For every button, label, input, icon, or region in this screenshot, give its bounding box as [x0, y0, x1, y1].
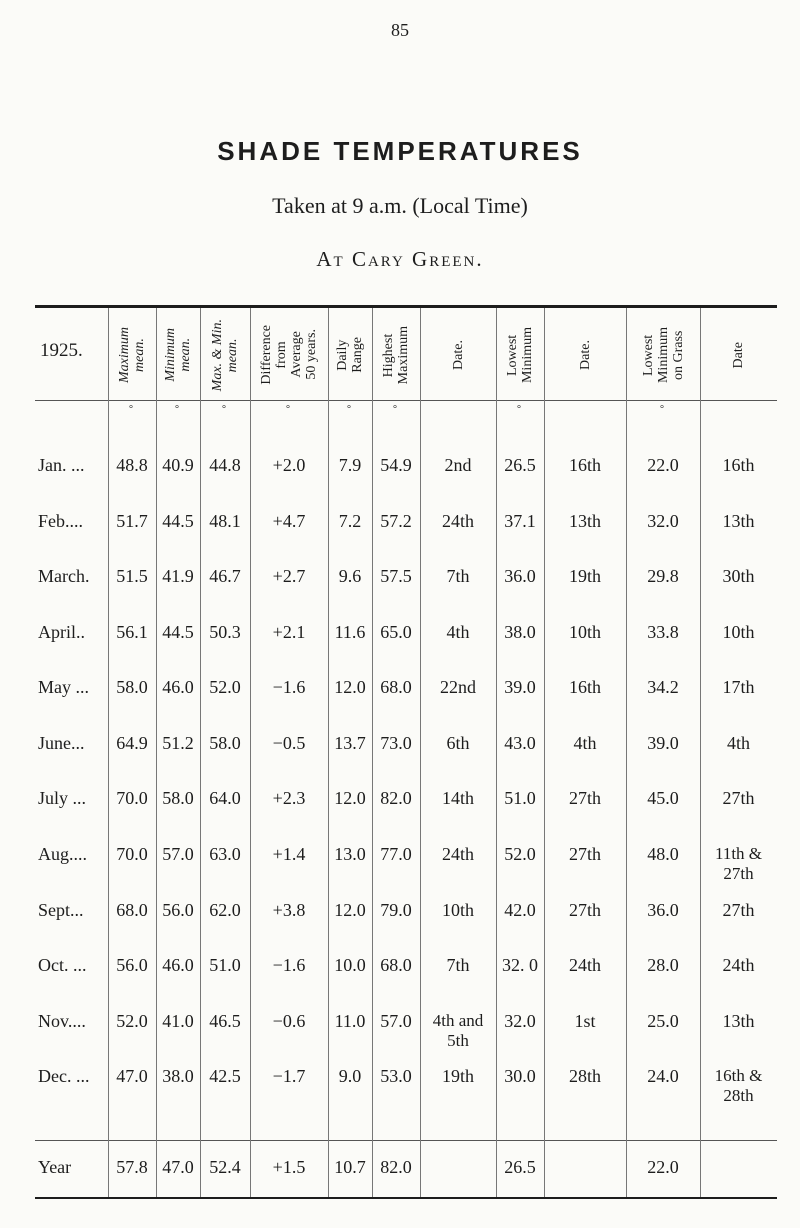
table-cell-lowest: 39.0 [504, 677, 536, 697]
table-cell-grass: 39.0 [647, 733, 679, 753]
table-cell-diff: −1.6 [272, 955, 306, 975]
table-cell-mean: 44.8 [209, 455, 241, 475]
table-cell-mean: 62.0 [209, 900, 241, 920]
table-cell-max: 51.7 [116, 511, 148, 531]
table-cell-max: 47.0 [116, 1066, 148, 1086]
table-cell-min: 57.0 [162, 844, 194, 864]
table-bottom-rule [35, 1197, 777, 1199]
year-cell-highest: 82.0 [380, 1157, 412, 1177]
table-cell-range: 11.0 [334, 1011, 366, 1031]
column-header-label: Date. [450, 340, 466, 370]
table-cell-ldate: 27th [568, 844, 601, 864]
table-cell-mean: 52.0 [209, 677, 241, 697]
table-cell-range: 11.6 [334, 622, 366, 642]
table-cell-highest: 73.0 [380, 733, 412, 753]
table-cell-min: 44.5 [162, 511, 194, 531]
year-row-label: Year [38, 1157, 72, 1177]
year-cell-diff: +1.5 [272, 1157, 306, 1177]
table-cell-grass: 32.0 [647, 511, 679, 531]
column-header-label: Lowest Minimum [505, 326, 535, 383]
degree-mark: ° [347, 404, 351, 415]
table-cell-range: 7.2 [338, 511, 362, 531]
table-cell-range: 7.9 [338, 455, 362, 475]
table-cell-diff: −0.5 [272, 733, 306, 753]
table-cell-grass: 45.0 [647, 788, 679, 808]
table-cell-gdate: 27th [722, 788, 755, 808]
table-cell-ldate: 4th [573, 733, 597, 753]
table-cell-lowest: 43.0 [504, 733, 536, 753]
table-cell-min: 46.0 [162, 955, 194, 975]
table-cell-highest: 57.5 [380, 566, 412, 586]
table-cell-mean: 46.5 [209, 1011, 241, 1031]
column-header-label: Max. & Min. mean. [210, 318, 240, 392]
column-header [700, 312, 777, 398]
table-cell-diff: +2.3 [272, 788, 306, 808]
table-cell-diff: −1.7 [272, 1066, 306, 1086]
table-cell-highest: 77.0 [380, 844, 412, 864]
table-cell-max: 48.8 [116, 455, 148, 475]
table-cell-diff: −1.6 [272, 677, 306, 697]
table-cell-max: 56.0 [116, 955, 148, 975]
table-cell-mean: 51.0 [209, 955, 241, 975]
table-cell-gdate: 13th [722, 1011, 755, 1031]
column-header [200, 312, 250, 398]
table-cell-grass: 24.0 [647, 1066, 679, 1086]
table-cell-hdate: 24th [441, 844, 474, 864]
table-cell-range: 9.6 [338, 566, 362, 586]
table-cell-lowest: 36.0 [504, 566, 536, 586]
table-cell-grass: 36.0 [647, 900, 679, 920]
month-label: May ... [38, 677, 89, 697]
table-cell-gdate: 30th [722, 566, 755, 586]
table-cell-lowest: 26.5 [504, 455, 536, 475]
table-cell-lowest: 51.0 [504, 788, 536, 808]
table-cell-mean: 48.1 [209, 511, 241, 531]
month-label: July ... [38, 788, 87, 808]
table-cell-ldate: 28th [568, 1066, 601, 1086]
table-cell-grass: 48.0 [647, 844, 679, 864]
table-cell-diff: +2.7 [272, 566, 306, 586]
degree-mark: ° [517, 404, 521, 415]
month-label: Feb.... [38, 511, 83, 531]
year-cell-mean: 52.4 [209, 1157, 241, 1177]
table-cell-grass: 33.8 [647, 622, 679, 642]
column-header [156, 312, 200, 398]
degree-mark: ° [660, 404, 664, 415]
table-cell-max: 58.0 [116, 677, 148, 697]
year-cell-grass: 22.0 [647, 1157, 679, 1177]
table-cell-diff: +1.4 [272, 844, 306, 864]
table-cell-ldate: 16th [568, 455, 601, 475]
table-cell-gdate: 17th [722, 677, 755, 697]
month-label: Sept... [38, 900, 84, 920]
table-cell-lowest: 38.0 [504, 622, 536, 642]
table-cell-lowest: 32.0 [504, 1011, 536, 1031]
column-header-label: Date [731, 341, 746, 369]
table-cell-lowest: 37.1 [504, 511, 536, 531]
table-cell-hdate: 4th [446, 622, 470, 642]
location-heading: At Cary Green. [316, 247, 484, 271]
table-cell-hdate: 14th [441, 788, 474, 808]
table-cell-highest: 68.0 [380, 955, 412, 975]
table-cell-range: 12.0 [334, 677, 366, 697]
table-cell-mean: 64.0 [209, 788, 241, 808]
table-cell-grass: 34.2 [647, 677, 679, 697]
month-label: Nov.... [38, 1011, 86, 1031]
table-cell-lowest: 30.0 [504, 1066, 536, 1086]
table-cell-gdate: 13th [722, 511, 755, 531]
table-cell-max: 68.0 [116, 900, 148, 920]
table-cell-highest: 68.0 [380, 677, 412, 697]
column-header [250, 312, 328, 398]
table-cell-highest: 53.0 [380, 1066, 412, 1086]
table-cell-diff: +3.8 [272, 900, 306, 920]
table-cell-min: 58.0 [162, 788, 194, 808]
table-cell-gdate: 16th [722, 455, 755, 475]
column-header-label: Maximum mean. [117, 327, 147, 383]
table-cell-hdate: 24th [441, 511, 474, 531]
degree-mark: ° [393, 404, 397, 415]
degree-mark: ° [222, 404, 226, 415]
table-cell-lowest: 32. 0 [502, 955, 538, 975]
degree-mark: ° [286, 404, 290, 415]
table-cell-highest: 57.0 [380, 1011, 412, 1031]
table-cell-mean: 50.3 [209, 622, 241, 642]
table-cell-lowest: 52.0 [504, 844, 536, 864]
table-cell-ldate: 1st [574, 1011, 596, 1031]
degree-mark: ° [129, 404, 133, 415]
year-cell-range: 10.7 [334, 1157, 366, 1177]
table-cell-range: 13.0 [334, 844, 366, 864]
table-cell-mean: 58.0 [209, 733, 241, 753]
year-cell-min: 47.0 [162, 1157, 194, 1177]
column-header [108, 312, 156, 398]
column-header-label: Highest Maximum [381, 325, 411, 385]
column-header-label: Minimum mean. [163, 328, 193, 382]
month-label: Oct. ... [38, 955, 87, 975]
table-cell-max: 70.0 [116, 788, 148, 808]
table-cell-range: 13.7 [334, 733, 366, 753]
table-cell-hdate: 7th [446, 955, 470, 975]
table-cell-range: 10.0 [334, 955, 366, 975]
table-cell-diff: −0.6 [272, 1011, 306, 1031]
table-cell-max: 56.1 [116, 622, 148, 642]
table-cell-highest: 54.9 [380, 455, 412, 475]
column-header [328, 312, 372, 398]
table-cell-hdate: 4th and 5th [432, 1011, 484, 1050]
column-header-label: Date. [577, 340, 593, 370]
table-cell-hdate: 10th [441, 900, 474, 920]
month-label: Jan. ... [38, 455, 85, 475]
table-cell-min: 40.9 [162, 455, 194, 475]
column-header-label: Difference from Average 50 years. [259, 325, 319, 385]
table-cell-grass: 25.0 [647, 1011, 679, 1031]
table-cell-max: 64.9 [116, 733, 148, 753]
table-cell-range: 12.0 [334, 788, 366, 808]
table-cell-hdate: 19th [441, 1066, 474, 1086]
degree-mark: ° [175, 404, 179, 415]
table-cell-ldate: 16th [568, 677, 601, 697]
column-header [544, 312, 626, 398]
table-cell-diff: +4.7 [272, 511, 306, 531]
table-cell-mean: 42.5 [209, 1066, 241, 1086]
column-header [420, 312, 496, 398]
table-cell-grass: 29.8 [647, 566, 679, 586]
table-cell-ldate: 27th [568, 900, 601, 920]
table-cell-diff: +2.1 [272, 622, 306, 642]
month-label: April.. [38, 622, 85, 642]
column-header [496, 312, 544, 398]
page-number: 85 [391, 20, 409, 40]
month-label: Aug.... [38, 844, 87, 864]
table-cell-min: 51.2 [162, 733, 194, 753]
table-cell-min: 38.0 [162, 1066, 194, 1086]
table-cell-gdate: 4th [726, 733, 750, 753]
table-cell-mean: 63.0 [209, 844, 241, 864]
table-cell-highest: 79.0 [380, 900, 412, 920]
page-title: SHADE TEMPERATURES [217, 136, 583, 166]
table-cell-diff: +2.0 [272, 455, 306, 475]
table-cell-hdate: 2nd [444, 455, 472, 475]
year-row-rule [35, 1140, 777, 1141]
table-cell-min: 44.5 [162, 622, 194, 642]
table-cell-gdate: 11th & 27th [714, 844, 763, 883]
table-cell-hdate: 7th [446, 566, 470, 586]
table-cell-grass: 22.0 [647, 455, 679, 475]
table-cell-hdate: 22nd [440, 677, 476, 697]
table-cell-highest: 65.0 [380, 622, 412, 642]
month-label: March. [38, 566, 90, 586]
table-cell-ldate: 27th [568, 788, 601, 808]
column-header [372, 312, 420, 398]
column-header-label: Lowest Minimum on Grass [640, 326, 686, 383]
year-cell-lowest: 26.5 [504, 1157, 536, 1177]
table-cell-min: 46.0 [162, 677, 194, 697]
table-cell-hdate: 6th [446, 733, 470, 753]
year-label: 1925. [40, 340, 83, 361]
table-cell-min: 41.0 [162, 1011, 194, 1031]
page-subtitle: Taken at 9 a.m. (Local Time) [272, 193, 528, 218]
table-cell-highest: 57.2 [380, 511, 412, 531]
column-header-label: Daily Range [335, 337, 365, 373]
table-cell-max: 51.5 [116, 566, 148, 586]
table-cell-gdate: 24th [722, 955, 755, 975]
month-label: Dec. ... [38, 1066, 90, 1086]
table-cell-gdate: 10th [722, 622, 755, 642]
table-cell-max: 70.0 [116, 844, 148, 864]
table-cell-ldate: 19th [568, 566, 601, 586]
table-cell-lowest: 42.0 [504, 900, 536, 920]
table-top-rule [35, 305, 777, 308]
table-cell-ldate: 24th [568, 955, 601, 975]
table-cell-gdate: 27th [722, 900, 755, 920]
table-cell-max: 52.0 [116, 1011, 148, 1031]
table-cell-highest: 82.0 [380, 788, 412, 808]
table-cell-ldate: 13th [568, 511, 601, 531]
column-header [626, 312, 700, 398]
header-rule [35, 400, 777, 401]
year-cell-max: 57.8 [116, 1157, 148, 1177]
table-cell-range: 9.0 [338, 1066, 362, 1086]
table-cell-ldate: 10th [568, 622, 601, 642]
table-cell-min: 41.9 [162, 566, 194, 586]
table-cell-grass: 28.0 [647, 955, 679, 975]
table-cell-min: 56.0 [162, 900, 194, 920]
table-cell-gdate: 16th & 28th [714, 1066, 763, 1105]
table-cell-mean: 46.7 [209, 566, 241, 586]
month-label: June... [38, 733, 85, 753]
table-cell-range: 12.0 [334, 900, 366, 920]
